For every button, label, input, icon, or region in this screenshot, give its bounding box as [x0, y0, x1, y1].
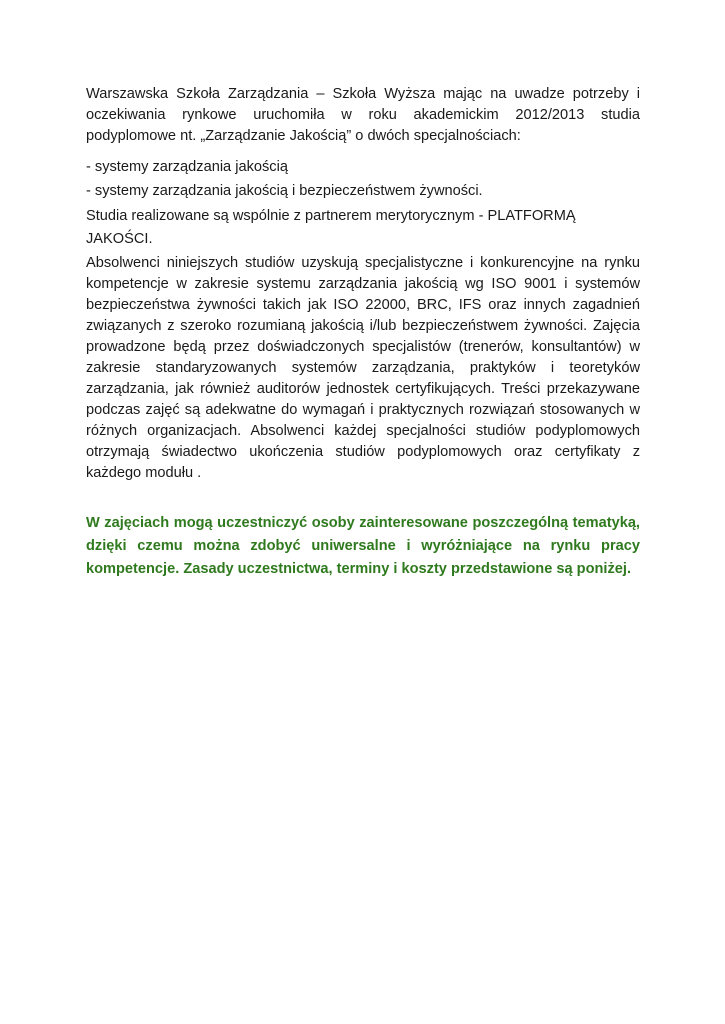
graduates-paragraph: Absolwenci niniejszych studiów uzyskują specjalistyczne i konkurencyjne na rynku kompetencje w zakresie systemu zarządzania jakością wg ISO 9001 i systemów bezpieczeństwa żywności takich jak ISO 22000, BRC, IFS oraz innych zagadnień związanych z szeroko rozumianą jakością i/lub bezpieczeństwem żywności. Zajęcia prowadzone będą przez doświadczonych specjalistów (trenerów, konsultantów) w zakresie standaryzowanych systemów zarządzania, praktyków i teoretyków zarządzania, jak również auditorów jednostek certyfikujących. Treści przekazywane podczas zajęć są adekwatne do wymagań i praktycznych rozwiązań stosowanych w różnych organizacjach. Absolwenci każdej specjalności studiów podyplomowych otrzymają świadectwo ukończenia studiów podyplomowych oraz certyfikaty z każdego modułu . — [86, 255, 640, 481]
partners-paragraph: Studia realizowane są wspólnie z partnerem merytorycznym - PLATFORMĄ JAKOŚCI. — [86, 208, 576, 247]
intro-paragraph: Warszawska Szkoła Zarządzania – Szkoła Wyższa mając na uwadze potrzeby i oczekiwania rynkowe uruchomiła w roku akademickim 2012/2013 studia podyplomowe nt. „Zarządzanie Jakością” o dwóch specjalnościach: — [86, 86, 640, 144]
specialization-item-2: - systemy zarządzania jakością i bezpieczeństwem żywności. — [86, 183, 483, 199]
document-page — [86, 84, 640, 581]
specialization-item-1: - systemy zarządzania jakością — [86, 159, 288, 175]
highlight-paragraph: W zajęciach mogą uczestniczyć osoby zainteresowane poszczególną tematyką, dzięki czemu można zdobyć uniwersalne i wyróżniające na rynku pracy kompetencje. Zasady uczestnictwa, terminy i koszty przedstawione są poniżej. — [86, 515, 640, 577]
